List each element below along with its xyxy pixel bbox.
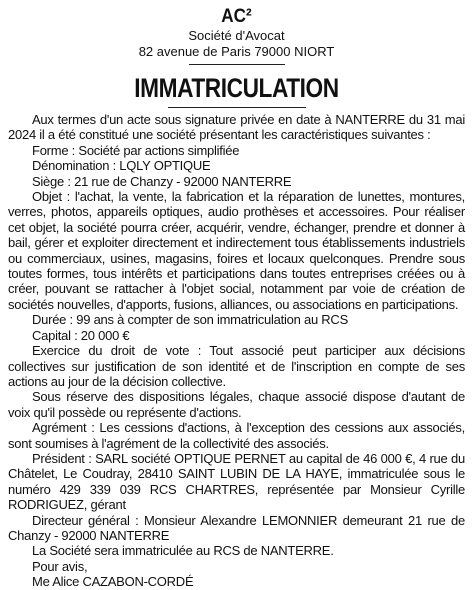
pour-avis-line: Pour avis, bbox=[32, 558, 88, 574]
duree-line: Durée : 99 ans à compter de son immatriculation au RCS bbox=[32, 312, 348, 328]
vote-paragraph: Exercice du droit de vote : Tout associé peut participer aux décisions collectives sur justification de son identité et de l'inscription en compte de ses actions au jour de la décision collective. bbox=[8, 343, 465, 389]
notice-title: IMMATRICULATION bbox=[134, 73, 339, 103]
siege-line: Siège : 21 rue de Chanzy - 92000 NANTERRE bbox=[32, 173, 292, 189]
president-paragraph: Président : SARL société OPTIQUE PERNET au capital de 46 000 €, 4 rue du Châtelet, Le Coudray, 28410 SAINT LUBIN DE LA HAYE, immatriculée sous le numéro 429 339 039 RCS CHARTRES, représentée par Monsieur Cyrille RODRIGUEZ, gérant bbox=[8, 450, 465, 513]
forme-line: Forme : Société par actions simplifiée bbox=[32, 142, 240, 158]
denomination-line: Dénomination : LQLY OPTIQUE bbox=[32, 158, 211, 174]
firm-address: 82 avenue de Paris 79000 NIORT bbox=[138, 44, 335, 59]
notice-body bbox=[8, 112, 465, 590]
reserve-paragraph: Sous réserve des dispositions légales, chaque associé dispose d'autant de voix qu'il possède ou représente d'actions. bbox=[8, 389, 465, 420]
firm-logo: AC² bbox=[221, 6, 252, 27]
title-divider bbox=[168, 107, 306, 108]
notice-header bbox=[8, 6, 465, 108]
capital-line: Capital : 20 000 € bbox=[32, 327, 130, 343]
firm-type: Société d'Avocat bbox=[188, 28, 285, 43]
intro-paragraph: Aux termes d'un acte sous signature privée en date à NANTERRE du 31 mai 2024 il a été constitué une société présentant les caractéristiques suivantes : bbox=[8, 112, 465, 143]
signature-line: Me Alice CAZABON-CORDÉ bbox=[32, 574, 194, 590]
agrement-paragraph: Agrément : Les cessions d'actions, à l'exception des cessions aux associés, sont soumises à l'agrément de la collectivité des associés. bbox=[8, 420, 465, 451]
directeur-paragraph: Directeur général : Monsieur Alexandre LEMONNIER demeurant 21 rue de Chanzy - 92000 NANTERRE bbox=[8, 512, 465, 543]
header-divider bbox=[189, 64, 285, 65]
objet-paragraph: Objet : l'achat, la vente, la fabrication et la réparation de lunettes, montures, verres, photos, appareils optiques, audio prothèses et accessoires. Pour réaliser cet objet, la société pourra créer, acquérir, vendre, échanger, prendre et donner à bail, gérer et exploiter directement et indirectement tous établissements industriels ou commerciaux, usines, magasins, foires et locaux quelconques. Prendre sous toutes formes, tous intérêts et participations dans toutes entreprises créées ou à créer, pouvant se rattacher à l'objet social, notamment par voie de création de sociétés nouvelles, d'apports, fusions, alliances, ou associations en participations. bbox=[8, 189, 465, 312]
rcs-line: La Société sera immatriculée au RCS de NANTERRE. bbox=[32, 543, 334, 559]
